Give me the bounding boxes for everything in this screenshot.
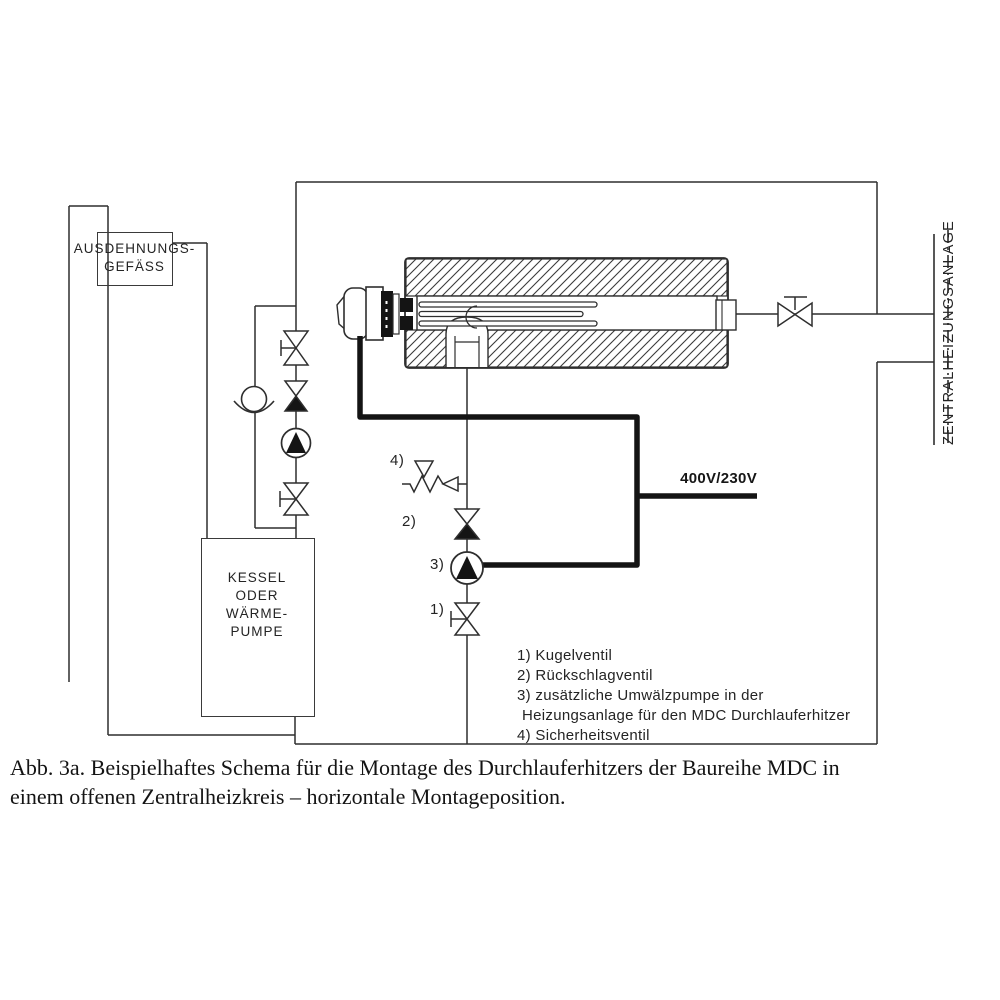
callout-3: 3) <box>430 556 445 573</box>
boiler-label-line3: WÄRME- <box>225 606 289 621</box>
power-supply-label: 400V/230V <box>680 470 757 487</box>
boiler-label <box>201 569 313 641</box>
safety-valve-4 <box>402 461 467 492</box>
boiler-label-line4: PUMPE <box>230 624 284 639</box>
gauge-symbol <box>234 387 274 413</box>
heater-assembly <box>337 258 736 368</box>
legend-line-1: 1) Kugelventil <box>517 647 613 664</box>
ball-valve-supply-left <box>281 331 308 365</box>
power-cable <box>360 336 757 565</box>
boiler-label-line1: KESSEL <box>227 570 287 585</box>
ball-valve-1 <box>451 603 479 635</box>
expansion-vessel-label-line1: AUSDEHNUNGS- <box>73 241 196 256</box>
legend-line-4: Heizungsanlage für den MDC Durchlauferhitzer <box>522 707 851 724</box>
ball-valve-lower-left <box>280 483 308 515</box>
callout-1: 1) <box>430 601 445 618</box>
expansion-vessel-label <box>62 240 207 276</box>
boiler-label-line2: ODER <box>235 588 279 603</box>
circulation-pump-3 <box>451 552 483 584</box>
expansion-vessel-label-line2: GEFÄSS <box>104 259 165 274</box>
circulation-pump-left <box>282 429 311 458</box>
heater-right-fitting <box>716 300 736 330</box>
heater-electrical-head <box>337 287 413 340</box>
check-valve-2 <box>455 509 479 539</box>
legend-line-5: 4) Sicherheitsventil <box>517 727 650 744</box>
legend-line-3: 3) zusätzliche Umwälzpumpe in der <box>517 687 764 704</box>
heater-hatch-top <box>406 259 727 296</box>
check-valve-left <box>285 381 307 411</box>
ball-valve-outlet-right <box>778 297 812 326</box>
figure-caption-line2: einem offenen Zentralheizkreis – horizontale Montageposition. <box>10 784 566 809</box>
legend <box>517 646 887 746</box>
callout-2: 2) <box>402 513 417 530</box>
heating-element-rods <box>419 302 597 328</box>
figure-caption-line1: Abb. 3a. Beispielhaftes Schema für die Montage des Durchlauferhitzers der Baureihe MDC in <box>10 755 840 780</box>
legend-line-2: 2) Rückschlagventil <box>517 667 653 684</box>
figure-caption <box>10 753 995 811</box>
callout-4: 4) <box>390 452 405 469</box>
central-heating-label: ZENTRALHEIZUNGSANLAGE <box>941 219 957 445</box>
